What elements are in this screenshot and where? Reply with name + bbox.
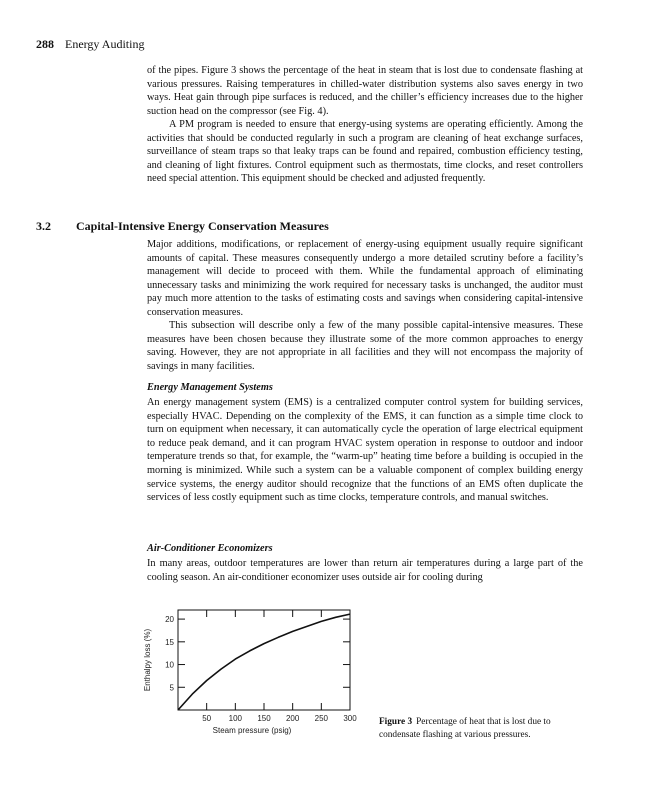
paragraph-steam-flashing: of the pipes. Figure 3 shows the percentage of the heat in steam that is lost due to condensate flashing at various pressures. Raising temperatures in chilled-water distribution systems also saves energy in two ways. Heat gain through pipe surfaces is reduced, and the chiller’s efficiency increases due to the higher suction head on the compressor (see Fig. 4). bbox=[147, 65, 583, 117]
figure-caption-text: Percentage of heat that is lost due to condensate flashing at various pressures. bbox=[379, 717, 551, 740]
y-tick-label: 10 bbox=[165, 660, 174, 670]
y-tick-label: 20 bbox=[165, 615, 174, 625]
section-number: 3.2 bbox=[36, 219, 51, 233]
x-tick-label: 50 bbox=[202, 714, 212, 723]
figure-label: Figure 3 bbox=[379, 717, 413, 727]
section-heading bbox=[36, 219, 329, 234]
x-tick-label: 250 bbox=[314, 714, 329, 723]
running-title: Energy Auditing bbox=[65, 37, 145, 51]
data-line-enthalpy-loss bbox=[178, 614, 350, 710]
x-tick-label: 300 bbox=[343, 714, 357, 723]
y-tick-label: 5 bbox=[169, 683, 174, 693]
enthalpy-loss-chart bbox=[130, 600, 360, 745]
paragraph-economizer: In many areas, outdoor temperatures are lower than return air temperatures during a large part of the cooling season. An air-conditioner economizer uses outside air for cooling during bbox=[147, 558, 583, 583]
figure-3-chart bbox=[130, 600, 360, 745]
page-number: 288 bbox=[36, 37, 54, 51]
paragraph-pm-program: A PM program is needed to ensure that energy-using systems are operating efficiently. Among the activities that should be conducted regularly in such a program are cleaning of heat exchange surfaces, surveillance of steam traps so that leaky traps can be found and repaired, combustion efficiency testing, and cleaning of light fixtures. Control equipment such as thermostats, time clocks, and reset controllers need special attention. This equipment should be checked and adjusted frequently. bbox=[147, 119, 583, 185]
plot-frame bbox=[178, 610, 350, 710]
x-tick-label: 200 bbox=[285, 714, 300, 723]
x-tick-label: 150 bbox=[257, 714, 271, 723]
subheading-economizer: Air-Conditioner Economizers bbox=[147, 543, 273, 554]
subheading-ems: Energy Management Systems bbox=[147, 382, 273, 393]
paragraph-subsection-scope: This subsection will describe only a few of the many possible capital-intensive measures. These measures have been chosen because they illustrate some of the more common approaches to energy saving. However, they are not appropriate in all facilities and they will not encompass the majority of savings in many facilities. bbox=[147, 320, 583, 372]
paragraph-ems: An energy management system (EMS) is a centralized computer control system for building services, especially HVAC. Depending on the complexity of the EMS, it can function as a simple time clock to turn on equipment when necessary, it can automatically cycle the operation of large electrical equipment to reduce peak demand, and it can program HVAC system operation in response to outdoor and indoor temperature trends so that, for example, the “warm-up” heating time before a building is occupied in the morning is minimized. While such a system can be a valuable component of complex building energy service systems, the energy auditor should recognize that the functions of an EMS often duplicate the services of less costly equipment such as time clocks, temperature controls, and manual switches. bbox=[147, 397, 583, 504]
running-header bbox=[36, 37, 144, 52]
y-axis-label: Enthalpy loss (%) bbox=[143, 628, 152, 692]
x-tick-label: 100 bbox=[228, 714, 243, 723]
section-title: Capital-Intensive Energy Conservation Measures bbox=[76, 219, 329, 233]
x-axis-label: Steam pressure (psig) bbox=[212, 726, 292, 735]
paragraph-capital-intro: Major additions, modifications, or replacement of energy-using equipment usually require significant amounts of capital. These measures consequently undergo a more detailed scrutiny before a facility’s management will decide to proceed with them. While the fundamental approach of eliminating unnecessary tasks and minimizing the work required for necessary tasks is unchanged, the auditor must pay much more attention to the tasks of estimating costs and savings when considering capital-intensive conservation measures. bbox=[147, 239, 583, 318]
figure-caption bbox=[379, 716, 589, 741]
y-tick-label: 15 bbox=[165, 637, 174, 647]
